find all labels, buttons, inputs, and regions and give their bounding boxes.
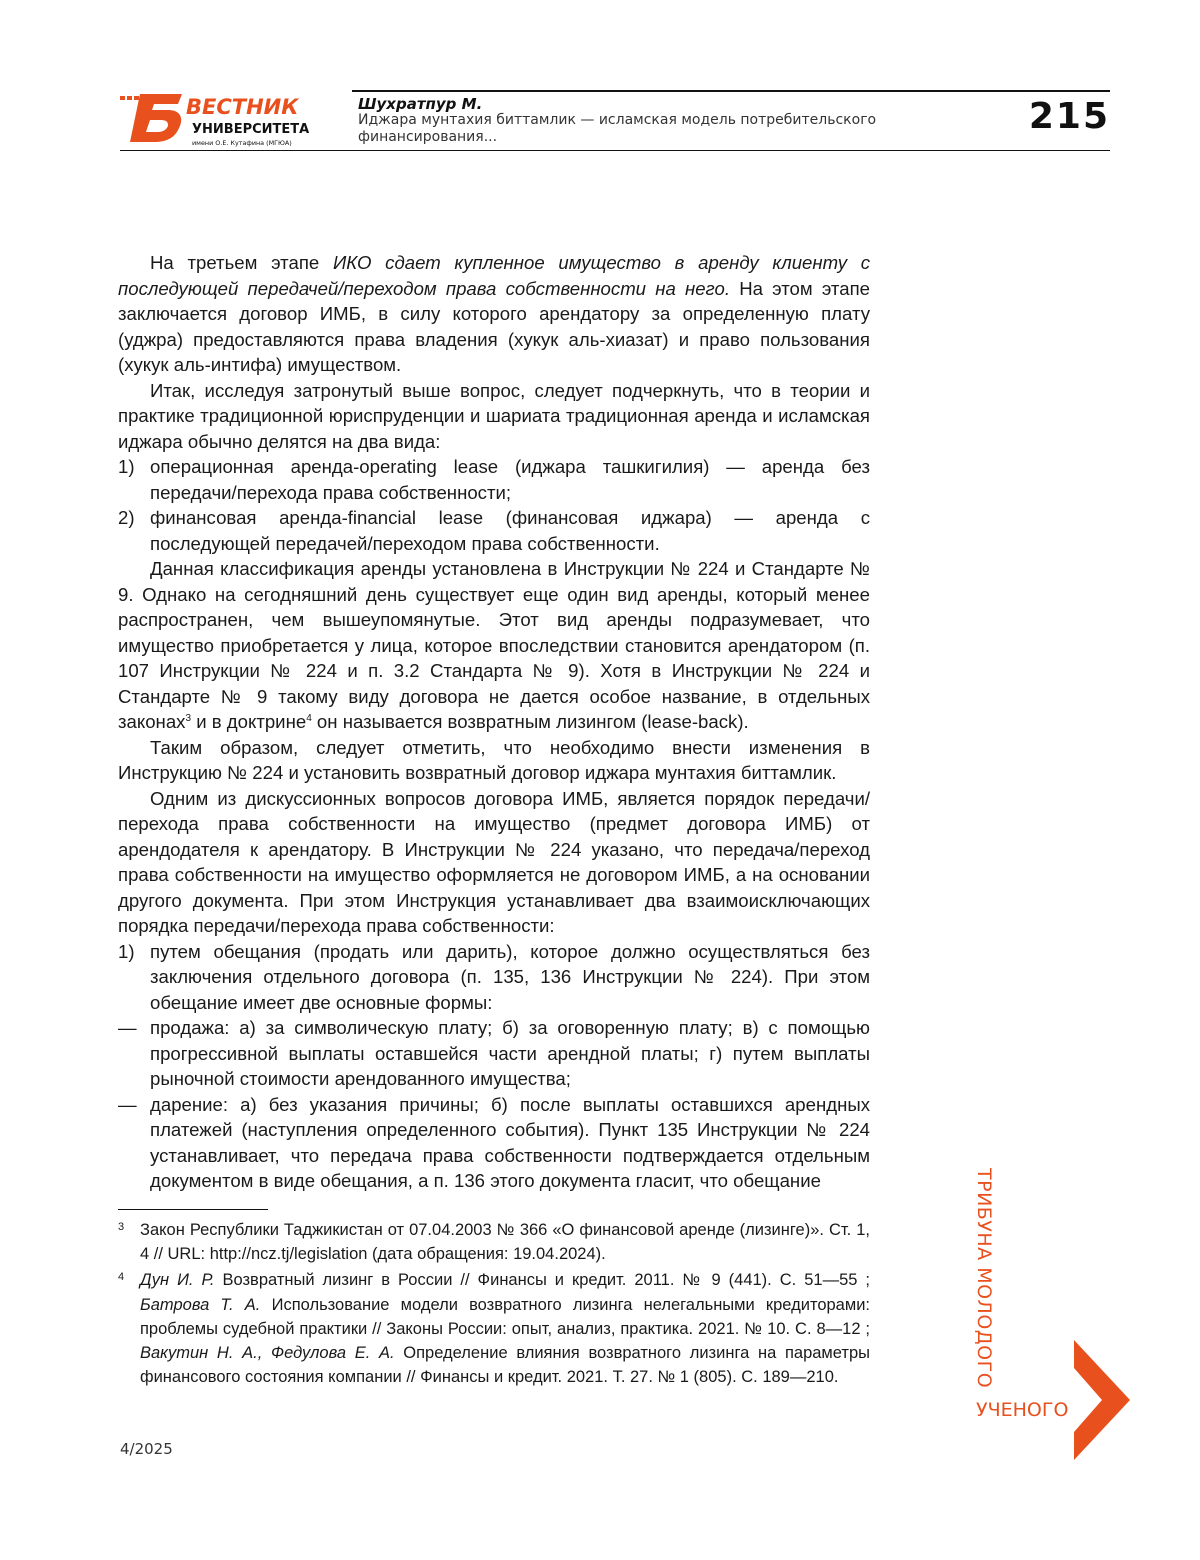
footnote-number: 3 <box>118 1215 124 1239</box>
list-marker: — <box>118 1092 150 1118</box>
list-item: 1) операционная аренда-operating lease (иджара ташкигилия) — аренда без передачи/перехода права собственности; <box>118 454 870 505</box>
journal-logo <box>120 90 350 152</box>
emphasis-text: ИКО сдает купленное имущество в аренду клиенту с последующей передачей/переходом права собственности на него. <box>118 252 870 299</box>
list-marker: — <box>118 1015 150 1041</box>
list-item: 1) путем обещания (продать или дарить), которое должно осуществляться без заключения отдельного договора (п. 135, 136 Инструкции № 224). При этом обещание имеет две основные формы: <box>118 939 870 1016</box>
list-marker: 1) <box>118 454 150 480</box>
paragraph-4: Таким образом, следует отметить, что необходимо внести изменения в Инструкцию № 224 и установить возвратный договор иджара мунтахия биттамлик. <box>118 735 870 786</box>
header-rule-bottom <box>120 150 1110 151</box>
paragraph-2: Итак, исследуя затронутый выше вопрос, следует подчеркнуть, что в теории и практике традиционной юриспруденции и шариата традиционная аренда и исламская иджара обычно делятся на два вида: <box>118 378 870 455</box>
issue-number: 4/2025 <box>120 1440 173 1458</box>
paragraph-5: Одним из дискуссионных вопросов договора ИМБ, является порядок передачи/перехода права собственности на имущество (предмет договора ИМБ) от арендодателя к арендатору. В Инструкции № 224 указано, что передача/переход права собственности на имущество оформляется не договором ИМБ, а на основании другого документа. При этом Инструкция устанавливает два взаимоисключающих порядка передачи/перехода права собственности: <box>118 786 870 939</box>
section-label-line1: ТРИБУНА МОЛОДОГО <box>973 1168 995 1388</box>
list-item: 2) финансовая аренда-financial lease (финансовая иджара) — аренда с последующей передачей/переходом права собственности. <box>118 505 870 556</box>
paragraph-3: Данная классификация аренды установлена в Инструкции № 224 и Стандарте № 9. Однако на сегодняшний день существует еще один вид аренды, который менее распространен, чем вышеупомянутые. Этот вид аренды подразумевает, что имущество приобретается у лица, которое впоследствии становится арендатором (п. 107 Инструкции № 224 и п. 3.2 Стандарта № 9). Хотя в Инструкции № 224 и Стандарте № 9 такому виду договора не дается особое название, в отдельных законах3 и в доктрине4 он называется возвратным лизингом (lease-back). <box>118 556 870 735</box>
section-label-line2: УЧЕНОГО <box>976 1399 1068 1421</box>
header-author: Шухратпур М. <box>358 95 482 113</box>
logo-main-text: ВЕСТНИК <box>186 95 299 119</box>
logo-small-text: имени О.Е. Кутафина (МГЮА) <box>192 139 292 147</box>
section-arrow-icon <box>1070 1340 1132 1460</box>
header-article-title: Иджара мунтахия биттамлик — исламская модель потребительского финансирования... <box>358 112 878 146</box>
footnote-ref-4[interactable]: 4 <box>306 713 312 724</box>
logo-sub-text: УНИВЕРСИТЕТА <box>192 122 309 137</box>
header-rule-top <box>352 90 1110 92</box>
footnote-4: 4 Дун И. Р. Возвратный лизинг в России // Финансы и кредит. 2011. № 9 (441). С. 51—55 ; Батрова Т. А. Использование модели возвратного лизинга нелегальными кредиторами: проблемы судебной практики // Законы России: опыт, анализ, практика. 2021. № 10. С. 8—12 ; Вакутин Н. А., Федулова Е. А. Определение влияния возвратного лизинга на параметры финансового состояния компании // Финансы и кредит. 2021. Т. 27. № 1 (805). С. 189—210. <box>118 1268 870 1389</box>
list-marker: 1) <box>118 939 150 965</box>
footnotes <box>118 1218 870 1389</box>
list-item: — дарение: а) без указания причины; б) после выплаты оставшихся арендных платежей (наступления определенного события). Пункт 135 Инструкции № 224 устанавливает, что передача права собственности подтверждается отдельным документом в виде обещания, а п. 136 этого документа гласит, что обещание <box>118 1092 870 1194</box>
footnote-3: 3 Закон Республики Таджикистан от 07.04.2003 № 366 «О финансовой аренде (лизинге)». Ст. 1, 4 // URL: http://ncz.tj/legislation (дата обращения: 19.04.2024). <box>118 1218 870 1266</box>
list-marker: 2) <box>118 505 150 531</box>
footnote-ref-3[interactable]: 3 <box>185 713 191 724</box>
footnote-number: 4 <box>118 1265 124 1289</box>
footnote-separator <box>118 1209 268 1210</box>
page-number: 215 <box>1029 96 1110 137</box>
article-body <box>118 250 870 1194</box>
paragraph-1: На третьем этапе ИКО сдает купленное имущество в аренду клиенту с последующей передачей/переходом права собственности на него. На этом этапе заключается договор ИМБ, в силу которого арендатору за определенную плату (уджра) предоставляются права владения (хукук аль-хиазат) и право пользования (хукук аль-интифа) имуществом. <box>118 250 870 378</box>
list-item: — продажа: а) за символическую плату; б) за оговоренную плату; в) с помощью прогрессивной выплаты оставшейся части арендной платы; г) путем выплаты рыночной стоимости арендованного имущества; <box>118 1015 870 1092</box>
